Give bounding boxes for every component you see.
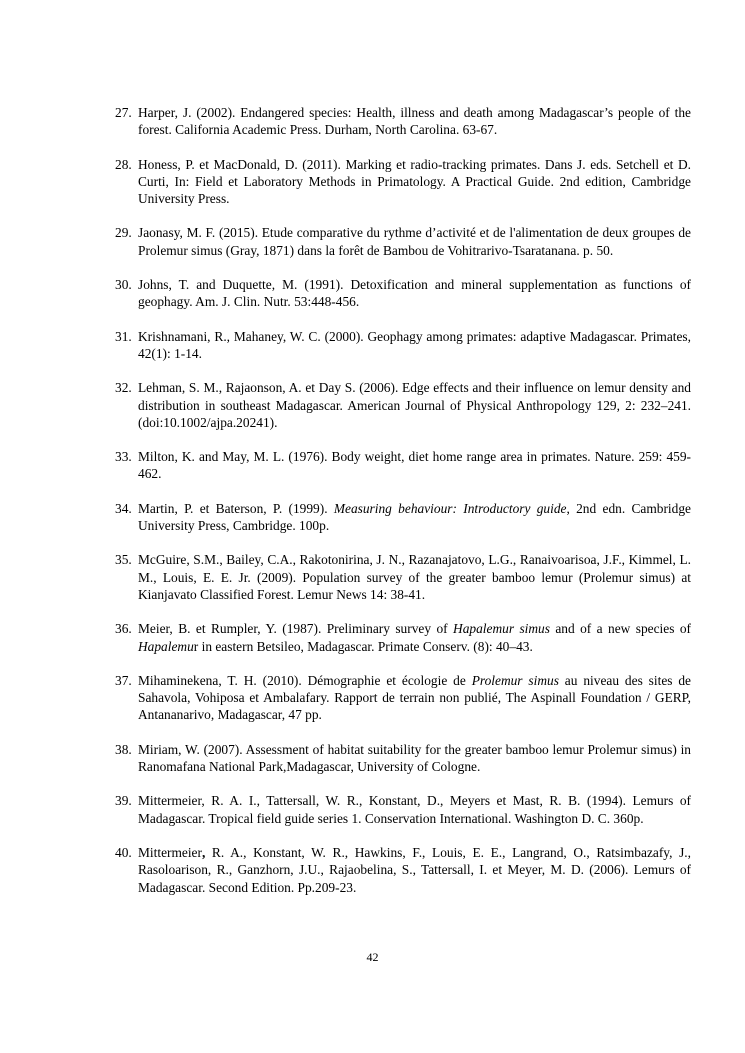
reference-number: 31. (115, 328, 132, 344)
reference-item (115, 792, 691, 827)
reference-item (115, 620, 691, 655)
reference-item (115, 104, 691, 139)
reference-segment: Mittermeier, R. A. I., Tattersall, W. R., Konstant, D., Meyers et Mast, R. B. (1994). Lemurs of Madagascar. Tropical field guide series 1. Conservation International. Washington D. C. 360p. (138, 793, 691, 826)
reference-text (138, 672, 691, 724)
reference-text (138, 792, 691, 827)
reference-number: 39. (115, 793, 132, 809)
reference-item (115, 448, 691, 483)
reference-number: 36. (115, 621, 132, 637)
reference-item (115, 500, 691, 535)
reference-item (115, 224, 691, 259)
reference-segment: r in eastern Betsileo, Madagascar. Primate Conserv. (8): 40–43. (193, 638, 533, 654)
reference-segment: Mihaminekena, T. H. (2010). Démographie et écologie de (138, 672, 472, 688)
reference-segment: Harper, J. (2002). Endangered species: Health, illness and death among Madagascar’s people of the forest. California Academic Press. Durham, North Carolina. 63-67. (138, 105, 691, 138)
reference-text (138, 276, 691, 311)
reference-segment: Krishnamani, R., Mahaney, W. C. (2000). Geophagy among primates: adaptive Madagascar. Primates, 42(1): 1-14. (138, 328, 691, 361)
reference-text (138, 500, 691, 535)
reference-segment: Miriam, W. (2007). Assessment of habitat suitability for the greater bamboo lemur Prolemur simus) in Ranomafana National Park,Madagascar, University of Cologne. (138, 741, 691, 775)
reference-text (138, 104, 691, 139)
reference-segment: Meier, B. et Rumpler, Y. (1987). Preliminary survey of (138, 621, 454, 637)
reference-segment: Johns, T. and Duquette, M. (1991). Detoxification and mineral supplementation as functions of geophagy. Am. J. Clin. Nutr. 53:448-456. (138, 277, 691, 310)
reference-item (115, 276, 691, 311)
reference-number: 32. (115, 380, 132, 396)
reference-number: 38. (115, 741, 132, 757)
reference-number: 35. (115, 552, 132, 568)
reference-italic-segment: Hapalemu (138, 638, 194, 654)
reference-segment: au niveau des sites de Sahavola, Vohiposa et Ambalafary. Rapport de terrain non publié, The Aspinall Foundation / GERP, Antananarivo, Madagascar, 47 pp. (138, 672, 691, 723)
reference-item (115, 328, 691, 363)
reference-segment: McGuire, S.M., Bailey, C.A., Rakotonirina, J. N., Razanajatovo, L.G., Ranaivoarisoa, J.F., Kimmel, L. M., Louis, E. E. Jr. (2009). Population survey of the greater bamboo lemur (Prolemur simus) at Kianjavato Classified Forest. Lemur News 14: 38-41. (138, 552, 691, 602)
reference-segment: , 2nd edn. Cambridge University Press, Cambridge. 100p. (138, 500, 691, 534)
reference-bold-segment: , (201, 844, 206, 860)
reference-item (115, 741, 691, 776)
reference-segment: and of a new species of (549, 621, 691, 637)
reference-text (138, 620, 691, 655)
reference-text (138, 379, 691, 431)
reference-segment: Jaonasy, M. F. (2015). Etude comparative du rythme d’activité et de l'alimentation de deux groupes de Prolemur simus (Gray, 1871) dans la forêt de Bambou de Vohitrarivo-Tsaratanana. p. 50. (138, 225, 691, 258)
reference-item (115, 844, 691, 896)
reference-text (138, 551, 691, 603)
reference-number: 40. (115, 844, 132, 860)
reference-text (138, 224, 691, 259)
reference-number: 33. (115, 449, 132, 465)
reference-text (138, 156, 691, 208)
reference-list (115, 104, 691, 913)
reference-number: 34. (115, 500, 132, 516)
reference-text (138, 448, 691, 483)
reference-number: 37. (115, 672, 132, 688)
reference-segment: Milton, K. and May, M. L. (1976). Body weight, diet home range area in primates. Nature. 259: 459-462. (138, 449, 691, 482)
reference-item (115, 156, 691, 208)
reference-text (138, 844, 691, 896)
reference-item (115, 672, 691, 724)
reference-segment: Martin, P. et Baterson, P. (1999). (138, 500, 334, 516)
reference-number: 28. (115, 156, 132, 172)
page-number: 42 (366, 950, 379, 964)
reference-text (138, 741, 691, 776)
reference-text (138, 328, 691, 363)
reference-italic-segment: Prolemur simus (471, 672, 559, 688)
reference-number: 29. (115, 225, 132, 241)
reference-segment: Mittermeier (138, 844, 202, 860)
reference-italic-segment: Measuring behaviour: Introductory guide (333, 500, 567, 516)
reference-number: 27. (115, 105, 132, 120)
reference-segment: Lehman, S. M., Rajaonson, A. et Day S. (2006). Edge effects and their influence on lemur density and distribution in southeast Madagascar. American Journal of Physical Anthropology 129, 2: 232–241. (doi:10.1002/ajpa.20241). (138, 380, 691, 430)
reference-italic-segment: Hapalemur simus (453, 621, 550, 637)
reference-item (115, 551, 691, 603)
reference-segment: R. A., Konstant, W. R., Hawkins, F., Louis, E. E., Langrand, O., Ratsimbazafy, J., Rasoloarison, R., Ganzhorn, J.U., Rajaobelina, S., Tattersall, I. et Meyer, M. D. (2006). Lemurs of Madagascar. Second Edition. Pp.209-23. (138, 844, 691, 895)
reference-item (115, 379, 691, 431)
reference-number: 30. (115, 277, 132, 293)
reference-segment: Honess, P. et MacDonald, D. (2011). Marking et radio-tracking primates. Dans J. eds. Setchell et D. Curti, In: Field et Laboratory Methods in Primatology. A Practical Guide. 2nd edition, Cambridge University Press. (138, 156, 691, 207)
